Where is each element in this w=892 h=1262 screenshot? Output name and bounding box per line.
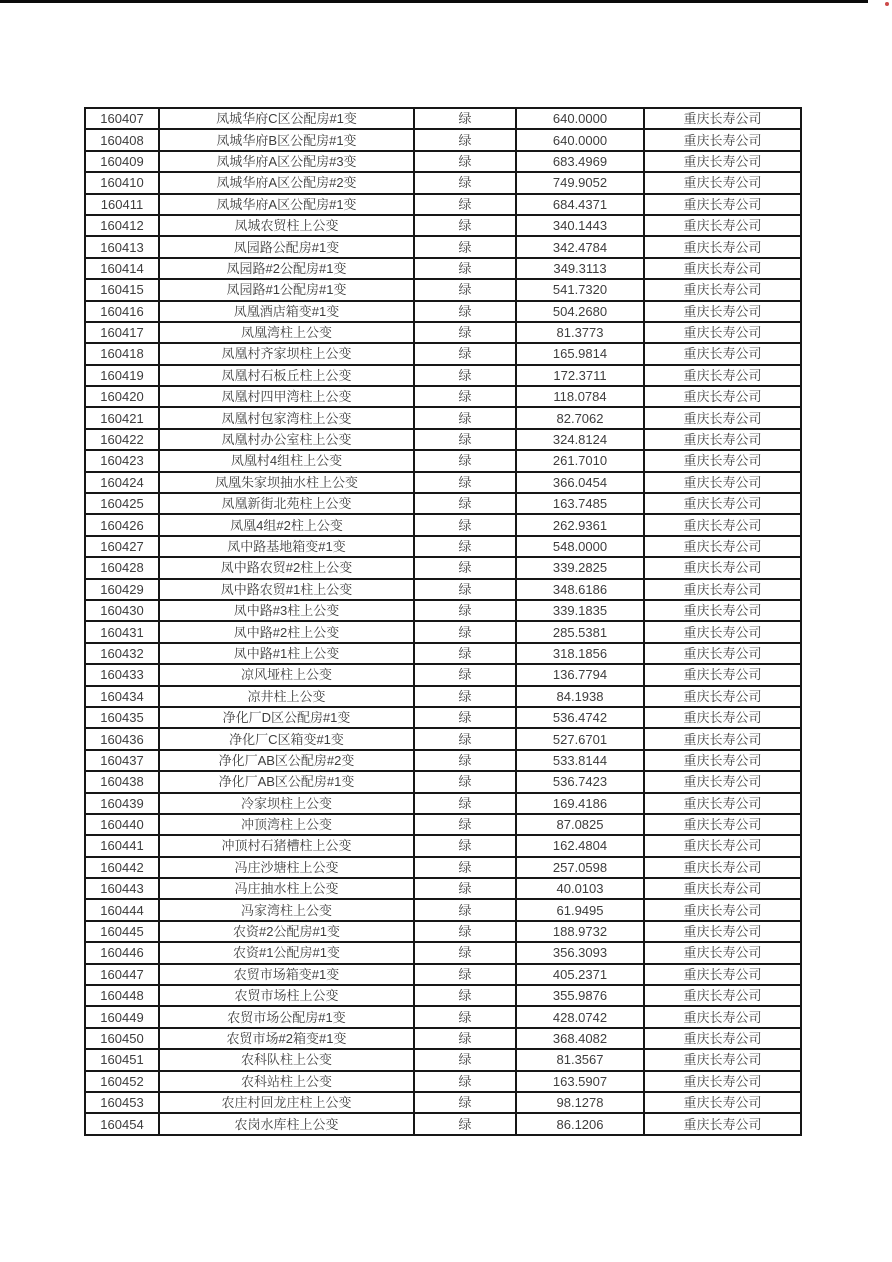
cell-value: 318.1856	[516, 643, 644, 664]
cell-value: 533.8144	[516, 750, 644, 771]
cell-status: 绿	[414, 172, 516, 193]
cell-id: 160450	[85, 1028, 159, 1049]
cell-name: 凤城华府A区公配房#2变	[159, 172, 414, 193]
cell-value: 172.3711	[516, 365, 644, 386]
cell-name: 凤凰朱家坝抽水柱上公变	[159, 472, 414, 493]
cell-name: 农资#2公配房#1变	[159, 921, 414, 942]
cell-id: 160442	[85, 857, 159, 878]
cell-status: 绿	[414, 728, 516, 749]
table-row	[85, 686, 801, 707]
cell-id: 160445	[85, 921, 159, 942]
cell-name: 冷家坝柱上公变	[159, 793, 414, 814]
table-row	[85, 600, 801, 621]
cell-name: 农贸市场#2箱变#1变	[159, 1028, 414, 1049]
cell-status: 绿	[414, 215, 516, 236]
cell-status: 绿	[414, 279, 516, 300]
cell-company: 重庆长寿公司	[644, 728, 801, 749]
cell-company: 重庆长寿公司	[644, 215, 801, 236]
cell-name: 凤凰酒店箱变#1变	[159, 301, 414, 322]
table-row	[85, 1049, 801, 1070]
cell-company: 重庆长寿公司	[644, 1028, 801, 1049]
cell-company: 重庆长寿公司	[644, 151, 801, 172]
cell-value: 262.9361	[516, 514, 644, 535]
cell-name: 凤城华府B区公配房#1变	[159, 129, 414, 150]
cell-id: 160429	[85, 579, 159, 600]
cell-name: 农科队柱上公变	[159, 1049, 414, 1070]
cell-id: 160427	[85, 536, 159, 557]
cell-name: 凤凰村石板丘柱上公变	[159, 365, 414, 386]
cell-value: 368.4082	[516, 1028, 644, 1049]
table-row	[85, 643, 801, 664]
table-row	[85, 407, 801, 428]
cell-id: 160449	[85, 1006, 159, 1027]
cell-name: 凤凰村齐家坝柱上公变	[159, 343, 414, 364]
cell-id: 160440	[85, 814, 159, 835]
cell-company: 重庆长寿公司	[644, 878, 801, 899]
cell-id: 160446	[85, 942, 159, 963]
table-row	[85, 771, 801, 792]
cell-company: 重庆长寿公司	[644, 365, 801, 386]
cell-value: 405.2371	[516, 964, 644, 985]
cell-name: 冲顶湾柱上公变	[159, 814, 414, 835]
cell-value: 81.3567	[516, 1049, 644, 1070]
cell-status: 绿	[414, 343, 516, 364]
cell-id: 160425	[85, 493, 159, 514]
cell-value: 340.1443	[516, 215, 644, 236]
cell-id: 160415	[85, 279, 159, 300]
cell-company: 重庆长寿公司	[644, 857, 801, 878]
cell-id: 160422	[85, 429, 159, 450]
cell-id: 160414	[85, 258, 159, 279]
cell-status: 绿	[414, 472, 516, 493]
cell-company: 重庆长寿公司	[644, 643, 801, 664]
cell-value: 86.1206	[516, 1113, 644, 1135]
cell-name: 凤中路农贸#1柱上公变	[159, 579, 414, 600]
cell-value: 136.7794	[516, 664, 644, 685]
cell-name: 凤凰4组#2柱上公变	[159, 514, 414, 535]
cell-company: 重庆长寿公司	[644, 194, 801, 215]
cell-company: 重庆长寿公司	[644, 322, 801, 343]
cell-value: 162.4804	[516, 835, 644, 856]
cell-status: 绿	[414, 921, 516, 942]
cell-value: 324.8124	[516, 429, 644, 450]
red-corner-mark	[885, 2, 889, 6]
cell-id: 160453	[85, 1092, 159, 1113]
cell-status: 绿	[414, 942, 516, 963]
table-row	[85, 108, 801, 129]
cell-status: 绿	[414, 1028, 516, 1049]
cell-name: 凤凰村四甲湾柱上公变	[159, 386, 414, 407]
cell-status: 绿	[414, 450, 516, 471]
cell-status: 绿	[414, 579, 516, 600]
cell-name: 农科站柱上公变	[159, 1071, 414, 1092]
cell-value: 527.6701	[516, 728, 644, 749]
table-row	[85, 814, 801, 835]
cell-company: 重庆长寿公司	[644, 236, 801, 257]
cell-status: 绿	[414, 194, 516, 215]
cell-status: 绿	[414, 493, 516, 514]
cell-name: 冲顶村石猪槽柱上公变	[159, 835, 414, 856]
cell-status: 绿	[414, 621, 516, 642]
cell-name: 凤园路公配房#1变	[159, 236, 414, 257]
table-row	[85, 750, 801, 771]
table-row	[85, 493, 801, 514]
cell-id: 160407	[85, 108, 159, 129]
cell-company: 重庆长寿公司	[644, 1113, 801, 1135]
table-row	[85, 343, 801, 364]
cell-value: 548.0000	[516, 536, 644, 557]
table-row	[85, 899, 801, 920]
cell-name: 凤园路#1公配房#1变	[159, 279, 414, 300]
cell-company: 重庆长寿公司	[644, 985, 801, 1006]
cell-status: 绿	[414, 964, 516, 985]
cell-id: 160421	[85, 407, 159, 428]
cell-company: 重庆长寿公司	[644, 921, 801, 942]
cell-company: 重庆长寿公司	[644, 129, 801, 150]
cell-value: 749.9052	[516, 172, 644, 193]
cell-company: 重庆长寿公司	[644, 536, 801, 557]
cell-company: 重庆长寿公司	[644, 450, 801, 471]
table-row	[85, 322, 801, 343]
table-row	[85, 215, 801, 236]
cell-value: 541.7320	[516, 279, 644, 300]
cell-name: 凤城华府A区公配房#1变	[159, 194, 414, 215]
cell-company: 重庆长寿公司	[644, 557, 801, 578]
table-row	[85, 194, 801, 215]
cell-value: 188.9732	[516, 921, 644, 942]
cell-name: 凤园路#2公配房#1变	[159, 258, 414, 279]
cell-company: 重庆长寿公司	[644, 407, 801, 428]
cell-status: 绿	[414, 536, 516, 557]
cell-status: 绿	[414, 985, 516, 1006]
cell-id: 160412	[85, 215, 159, 236]
cell-company: 重庆长寿公司	[644, 835, 801, 856]
cell-company: 重庆长寿公司	[644, 621, 801, 642]
table-row	[85, 1113, 801, 1135]
cell-name: 冯家湾柱上公变	[159, 899, 414, 920]
cell-status: 绿	[414, 407, 516, 428]
cell-value: 163.5907	[516, 1071, 644, 1092]
cell-name: 凤中路#3柱上公变	[159, 600, 414, 621]
cell-value: 257.0598	[516, 857, 644, 878]
cell-status: 绿	[414, 258, 516, 279]
cell-value: 339.1835	[516, 600, 644, 621]
cell-value: 356.3093	[516, 942, 644, 963]
cell-id: 160448	[85, 985, 159, 1006]
cell-value: 349.3113	[516, 258, 644, 279]
cell-name: 冯庄沙塘柱上公变	[159, 857, 414, 878]
table-row	[85, 621, 801, 642]
cell-status: 绿	[414, 793, 516, 814]
cell-status: 绿	[414, 365, 516, 386]
cell-company: 重庆长寿公司	[644, 1092, 801, 1113]
cell-name: 农贸市场箱变#1变	[159, 964, 414, 985]
cell-id: 160413	[85, 236, 159, 257]
cell-name: 净化厂AB区公配房#1变	[159, 771, 414, 792]
cell-id: 160436	[85, 728, 159, 749]
cell-company: 重庆长寿公司	[644, 579, 801, 600]
cell-name: 净化厂AB区公配房#2变	[159, 750, 414, 771]
cell-value: 61.9495	[516, 899, 644, 920]
cell-id: 160426	[85, 514, 159, 535]
transformer-table-container	[84, 107, 800, 1136]
cell-status: 绿	[414, 322, 516, 343]
cell-name: 农岗水库柱上公变	[159, 1113, 414, 1135]
cell-name: 凤中路#1柱上公变	[159, 643, 414, 664]
cell-name: 凤凰村4组柱上公变	[159, 450, 414, 471]
cell-company: 重庆长寿公司	[644, 707, 801, 728]
table-row	[85, 386, 801, 407]
cell-status: 绿	[414, 1113, 516, 1135]
table-row	[85, 301, 801, 322]
cell-status: 绿	[414, 236, 516, 257]
cell-id: 160432	[85, 643, 159, 664]
cell-id: 160430	[85, 600, 159, 621]
cell-value: 504.2680	[516, 301, 644, 322]
cell-status: 绿	[414, 108, 516, 129]
cell-status: 绿	[414, 707, 516, 728]
table-row	[85, 536, 801, 557]
table-row	[85, 921, 801, 942]
cell-value: 285.5381	[516, 621, 644, 642]
cell-value: 366.0454	[516, 472, 644, 493]
cell-id: 160443	[85, 878, 159, 899]
cell-status: 绿	[414, 301, 516, 322]
cell-status: 绿	[414, 771, 516, 792]
table-row	[85, 664, 801, 685]
table-row	[85, 878, 801, 899]
cell-id: 160420	[85, 386, 159, 407]
table-row	[85, 429, 801, 450]
cell-status: 绿	[414, 814, 516, 835]
cell-status: 绿	[414, 1049, 516, 1070]
cell-name: 凤城农贸柱上公变	[159, 215, 414, 236]
cell-status: 绿	[414, 429, 516, 450]
table-row	[85, 129, 801, 150]
cell-value: 165.9814	[516, 343, 644, 364]
cell-value: 81.3773	[516, 322, 644, 343]
cell-name: 农贸市场公配房#1变	[159, 1006, 414, 1027]
table-row	[85, 728, 801, 749]
cell-name: 凤凰村办公室柱上公变	[159, 429, 414, 450]
table-row	[85, 1092, 801, 1113]
cell-name: 凤凰湾柱上公变	[159, 322, 414, 343]
cell-id: 160454	[85, 1113, 159, 1135]
cell-company: 重庆长寿公司	[644, 1006, 801, 1027]
cell-company: 重庆长寿公司	[644, 771, 801, 792]
cell-name: 农庄村回龙庄柱上公变	[159, 1092, 414, 1113]
cell-id: 160438	[85, 771, 159, 792]
cell-company: 重庆长寿公司	[644, 664, 801, 685]
cell-name: 凉井柱上公变	[159, 686, 414, 707]
cell-id: 160418	[85, 343, 159, 364]
cell-name: 凤中路基地箱变#1变	[159, 536, 414, 557]
cell-company: 重庆长寿公司	[644, 899, 801, 920]
table-row	[85, 472, 801, 493]
cell-value: 40.0103	[516, 878, 644, 899]
cell-value: 640.0000	[516, 129, 644, 150]
cell-status: 绿	[414, 514, 516, 535]
cell-value: 342.4784	[516, 236, 644, 257]
cell-id: 160410	[85, 172, 159, 193]
table-row	[85, 258, 801, 279]
cell-id: 160434	[85, 686, 159, 707]
cell-status: 绿	[414, 1092, 516, 1113]
cell-status: 绿	[414, 386, 516, 407]
cell-company: 重庆长寿公司	[644, 386, 801, 407]
cell-name: 凤中路农贸#2柱上公变	[159, 557, 414, 578]
cell-value: 84.1938	[516, 686, 644, 707]
cell-company: 重庆长寿公司	[644, 514, 801, 535]
cell-status: 绿	[414, 686, 516, 707]
cell-id: 160451	[85, 1049, 159, 1070]
cell-status: 绿	[414, 899, 516, 920]
cell-status: 绿	[414, 643, 516, 664]
cell-status: 绿	[414, 151, 516, 172]
table-row	[85, 835, 801, 856]
table-row	[85, 279, 801, 300]
table-row	[85, 985, 801, 1006]
table-row	[85, 1071, 801, 1092]
cell-value: 87.0825	[516, 814, 644, 835]
table-body	[85, 108, 801, 1135]
table-row	[85, 1006, 801, 1027]
cell-value: 348.6186	[516, 579, 644, 600]
cell-status: 绿	[414, 1071, 516, 1092]
cell-name: 凤凰新街北苑柱上公变	[159, 493, 414, 514]
cell-company: 重庆长寿公司	[644, 942, 801, 963]
cell-status: 绿	[414, 557, 516, 578]
table-row	[85, 707, 801, 728]
table-row	[85, 857, 801, 878]
cell-id: 160428	[85, 557, 159, 578]
cell-name: 冯庄抽水柱上公变	[159, 878, 414, 899]
cell-name: 凤中路#2柱上公变	[159, 621, 414, 642]
table-row	[85, 450, 801, 471]
cell-value: 536.7423	[516, 771, 644, 792]
cell-name: 农贸市场柱上公变	[159, 985, 414, 1006]
cell-id: 160417	[85, 322, 159, 343]
cell-id: 160437	[85, 750, 159, 771]
cell-id: 160423	[85, 450, 159, 471]
cell-id: 160452	[85, 1071, 159, 1092]
cell-company: 重庆长寿公司	[644, 429, 801, 450]
cell-status: 绿	[414, 857, 516, 878]
table-row	[85, 236, 801, 257]
table-row	[85, 172, 801, 193]
cell-company: 重庆长寿公司	[644, 279, 801, 300]
cell-company: 重庆长寿公司	[644, 301, 801, 322]
cell-value: 169.4186	[516, 793, 644, 814]
cell-company: 重庆长寿公司	[644, 793, 801, 814]
cell-status: 绿	[414, 835, 516, 856]
cell-id: 160433	[85, 664, 159, 685]
cell-status: 绿	[414, 129, 516, 150]
cell-name: 净化厂D区公配房#1变	[159, 707, 414, 728]
cell-id: 160416	[85, 301, 159, 322]
cell-name: 凉风垭柱上公变	[159, 664, 414, 685]
cell-id: 160431	[85, 621, 159, 642]
table-row	[85, 579, 801, 600]
cell-value: 163.7485	[516, 493, 644, 514]
table-row	[85, 557, 801, 578]
transformer-table	[84, 107, 802, 1136]
cell-status: 绿	[414, 664, 516, 685]
cell-id: 160439	[85, 793, 159, 814]
cell-status: 绿	[414, 600, 516, 621]
cell-name: 凤城华府C区公配房#1变	[159, 108, 414, 129]
cell-company: 重庆长寿公司	[644, 258, 801, 279]
cell-status: 绿	[414, 750, 516, 771]
table-row	[85, 942, 801, 963]
cell-value: 98.1278	[516, 1092, 644, 1113]
cell-name: 凤城华府A区公配房#3变	[159, 151, 414, 172]
table-row	[85, 365, 801, 386]
cell-value: 355.9876	[516, 985, 644, 1006]
cell-company: 重庆长寿公司	[644, 472, 801, 493]
cell-company: 重庆长寿公司	[644, 964, 801, 985]
cell-company: 重庆长寿公司	[644, 493, 801, 514]
cell-company: 重庆长寿公司	[644, 750, 801, 771]
cell-name: 净化厂C区箱变#1变	[159, 728, 414, 749]
cell-id: 160408	[85, 129, 159, 150]
cell-id: 160441	[85, 835, 159, 856]
cell-value: 683.4969	[516, 151, 644, 172]
table-row	[85, 964, 801, 985]
cell-id: 160409	[85, 151, 159, 172]
cell-company: 重庆长寿公司	[644, 172, 801, 193]
cell-value: 428.0742	[516, 1006, 644, 1027]
cell-company: 重庆长寿公司	[644, 1049, 801, 1070]
cell-status: 绿	[414, 878, 516, 899]
cell-value: 261.7010	[516, 450, 644, 471]
table-row	[85, 793, 801, 814]
cell-company: 重庆长寿公司	[644, 108, 801, 129]
table-row	[85, 151, 801, 172]
top-rule	[0, 0, 868, 3]
cell-company: 重庆长寿公司	[644, 600, 801, 621]
table-row	[85, 514, 801, 535]
cell-company: 重庆长寿公司	[644, 686, 801, 707]
cell-value: 82.7062	[516, 407, 644, 428]
cell-company: 重庆长寿公司	[644, 343, 801, 364]
cell-value: 684.4371	[516, 194, 644, 215]
cell-id: 160411	[85, 194, 159, 215]
cell-id: 160419	[85, 365, 159, 386]
cell-value: 339.2825	[516, 557, 644, 578]
table-row	[85, 1028, 801, 1049]
cell-company: 重庆长寿公司	[644, 814, 801, 835]
cell-status: 绿	[414, 1006, 516, 1027]
cell-id: 160435	[85, 707, 159, 728]
cell-value: 118.0784	[516, 386, 644, 407]
cell-id: 160447	[85, 964, 159, 985]
cell-id: 160444	[85, 899, 159, 920]
cell-name: 凤凰村包家湾柱上公变	[159, 407, 414, 428]
cell-value: 536.4742	[516, 707, 644, 728]
cell-company: 重庆长寿公司	[644, 1071, 801, 1092]
cell-id: 160424	[85, 472, 159, 493]
cell-name: 农资#1公配房#1变	[159, 942, 414, 963]
cell-value: 640.0000	[516, 108, 644, 129]
